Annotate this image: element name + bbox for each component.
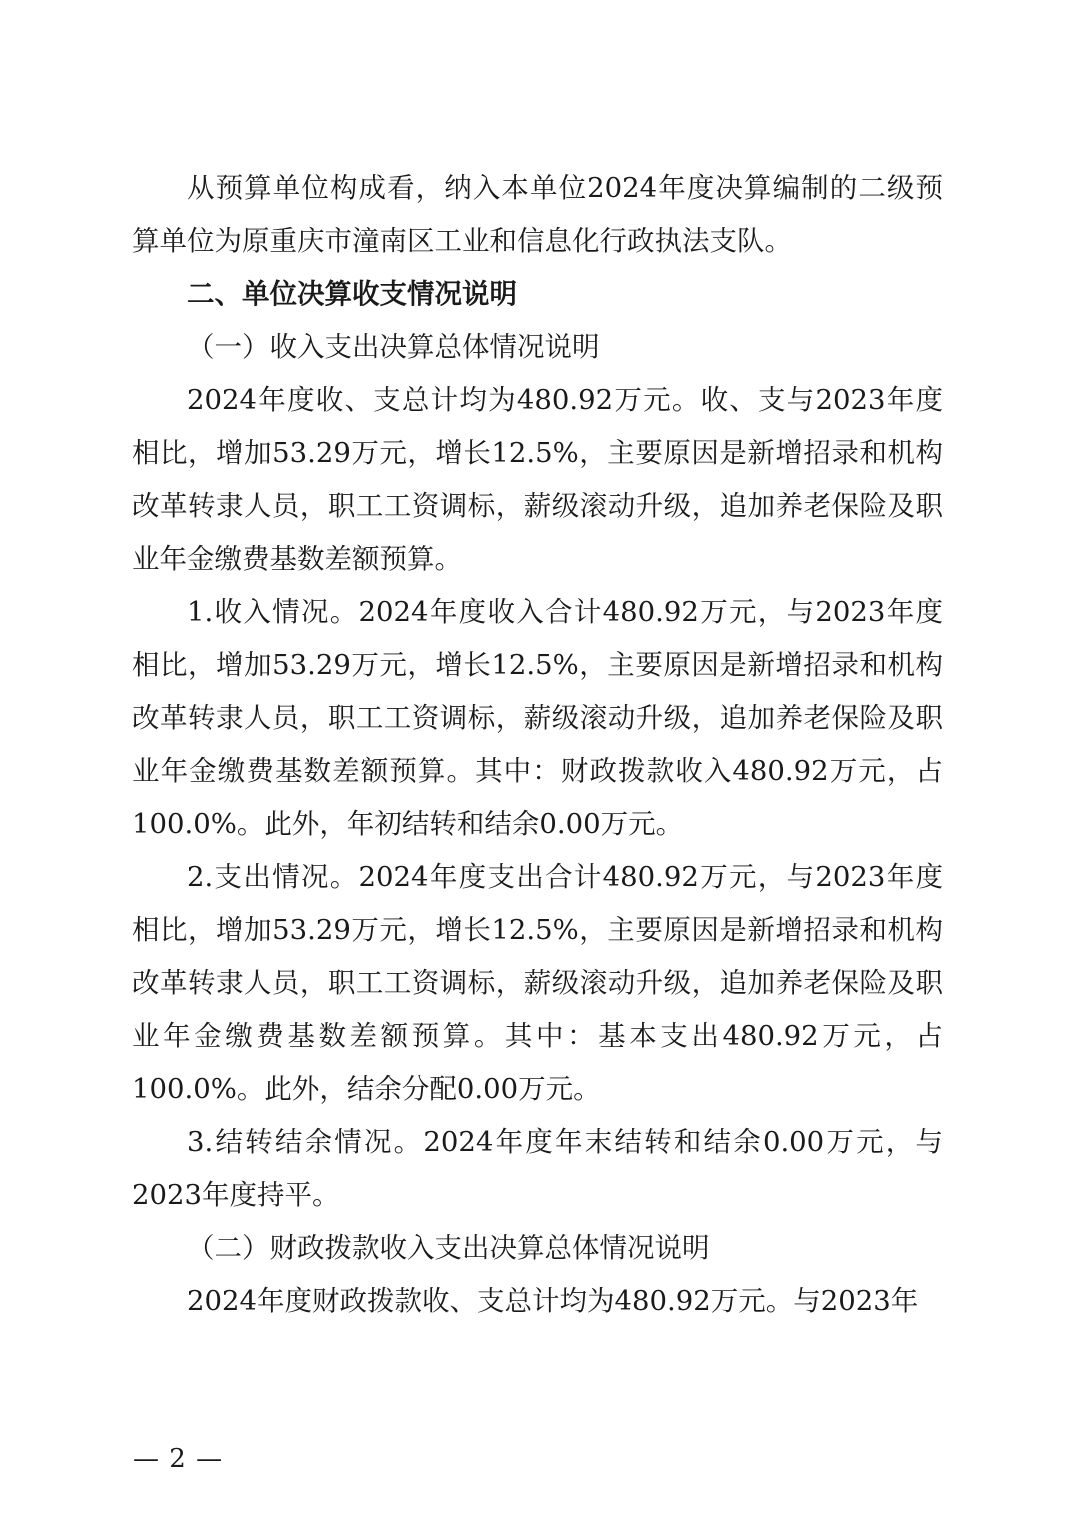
para-carryover: 3.结转结余情况。2024年度年末结转和结余0.00万元，与2023年度持平。: [132, 1126, 943, 1211]
para-income: 1.收入情况。2024年度收入合计480.92万元，与2023年度相比，增加53.29万元，增长12.5%，主要原因是新增招录和机构改革转隶人员，职工工资调标，薪级滚动升级，追加养老保险及职业年金缴费基数差额预算。其中：财政拨款收入480.92万元，占100.0%。此外，年初结转和结余0.00万元。: [132, 596, 943, 840]
para-expenditure: 2.支出情况。2024年度支出合计480.92万元，与2023年度相比，增加53.29万元，增长12.5%，主要原因是新增招录和机构改革转隶人员，职工工资调标，薪级滚动升级，追加养老保险及职业年金缴费基数差额预算。其中：基本支出480.92万元，占100.0%。此外，结余分配0.00万元。: [132, 861, 943, 1105]
page-number: — 2 —: [133, 1444, 224, 1474]
section-heading-2: 二、单位决算收支情况说明: [187, 278, 517, 310]
para-secondary-units: 从预算单位构成看，纳入本单位2024年度决算编制的二级预算单位为原重庆市潼南区工业和信息化行政执法支队。: [132, 172, 943, 257]
subsection-heading-2: （二）财政拨款收入支出决算总体情况说明: [187, 1232, 710, 1264]
document-body: [132, 162, 943, 1328]
para-total-overview: 2024年度收、支总计均为480.92万元。收、支与2023年度相比，增加53.29万元，增长12.5%，主要原因是新增招录和机构改革转隶人员，职工工资调标，薪级滚动升级，追加养老保险及职业年金缴费基数差额预算。: [132, 384, 943, 575]
para-fiscal-overview: 2024年度财政拨款收、支总计均为480.92万元。与2023年: [187, 1285, 919, 1317]
subsection-heading-1: （一）收入支出决算总体情况说明: [187, 331, 600, 363]
